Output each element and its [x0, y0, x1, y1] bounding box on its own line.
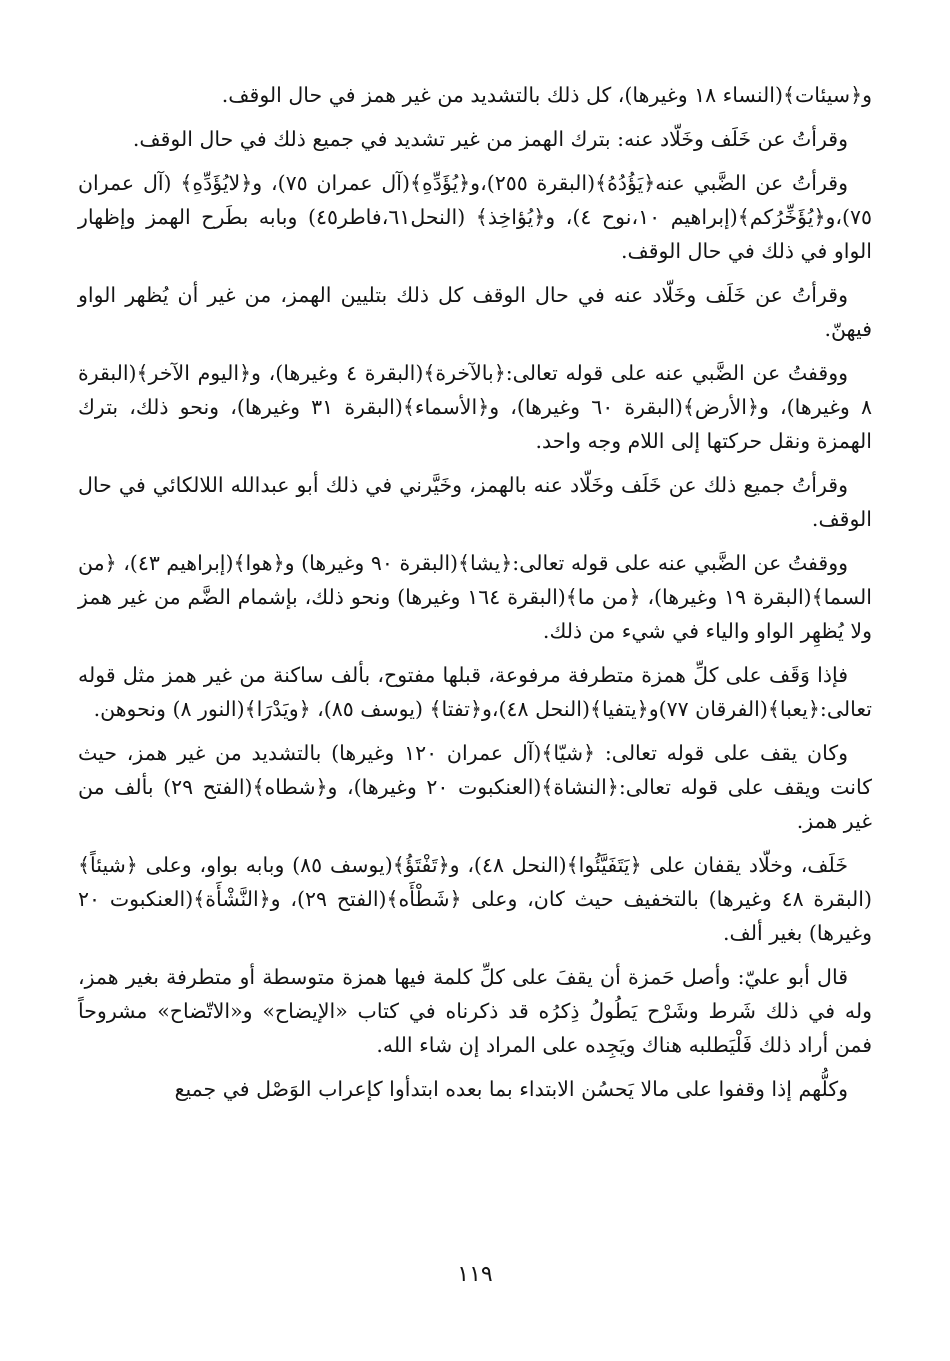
page-number: ١١٩ [457, 1262, 493, 1287]
paragraph-6: وقرأتُ جميع ذلك عن خَلَف وخَلّاد عنه بالهمز، وخَيَّرني في ذلك أبو عبدالله اللالكائي في حال الوقف. [78, 473, 872, 531]
paragraph-3: وقرأتُ عن الضَّبي عنه﴿يَؤُدُهُ﴾(البقرة ٢٥٥)،و﴿يُؤَدِّهِ﴾(آل عمران ٧٥)، و﴿لايُؤَدِّهِ﴾ (آل عمران ٧٥)،و﴿يُؤَخِّرُكم﴾(إبراهيم ١٠،نوح ٤)، و﴿يُؤاخِذ﴾ (النحل٦١،فاطر٤٥) وبابه بطَرح الهمز وإظهار الواو في ذلك في حال الوقف. [78, 171, 872, 263]
paragraph-12: وكلُّهم إذا وقفوا على مالا يَحسُن الابتداء بما بعده ابتدأوا كإعراب الوَصْل في جميع [174, 1077, 848, 1101]
paragraph-4: وقرأتُ عن خَلَف وخَلّاد عنه في حال الوقف كل ذلك بتليين الهمز، من غير أن يُظهر الواو فيهنّ. [78, 283, 872, 341]
page-body [78, 78, 872, 1116]
paragraph-9: وكان يقف على قوله تعالى: ﴿شيّا﴾(آل عمران ١٢٠ وغيرها) بالتشديد من غير همز، حيث كانت ويقف على قوله تعالى:﴿النشاة﴾(العنكبوت ٢٠ وغيرها)، و﴿شطاه﴾(الفتح ٢٩) بألف من غير همز. [78, 741, 872, 833]
paragraph-7: ووقفتُ عن الضَّبي عنه على قوله تعالى:﴿يشا﴾(البقرة ٩٠ وغيرها) و﴿هوا﴾(إبراهيم ٤٣)، ﴿من السما﴾(البقرة ١٩ وغيرها)، ﴿من ما﴾(البقرة ١٦٤ وغيرها) ونحو ذلك، بإشمام الضَّم من غير همز ولا يُظهِر الواو والياء في شيء من ذلك. [78, 551, 872, 643]
paragraph-10: خَلَف، وخلّاد يقفان على ﴿يَتَفَيَّئُوا﴾(النحل ٤٨)، و﴿تَفْتَؤُ﴾(يوسف ٨٥) وبابه بواو، وعلى ﴿شيئاً﴾(البقرة ٤٨ وغيرها) بالتخفيف حيث كان، وعلى ﴿شَطْأَه﴾(الفتح ٢٩)، و﴿النَّشْأَة﴾(العنكبوت ٢٠ وغيرها) بغير ألف. [78, 853, 872, 945]
paragraph-2: وقرأتُ عن خَلَف وخَلّاد عنه: بترك الهمز من غير تشديد في جميع ذلك في حال الوقف. [132, 127, 848, 151]
paragraph-11: قال أبو عليّ: وأصل حَمزة أن يقفَ على كلِّ كلمة فيها همزة متوسطة أو متطرفة بغير همز، وله في ذلك شَرط وشَرْح يَطُولُ ذِكرُه قد ذكرناه في كتاب «الإيضاح» و«الاتّضاح» مشروحاً فمن أراد ذلك فَلْيَطلبه هناك ويَجِده على المراد إن شاء الله. [78, 965, 872, 1057]
paragraph-8: فإذا وَقَف على كلِّ همزة متطرفة مرفوعة، قبلها مفتوح، بألف ساكنة من غير همز مثل قوله تعالى:﴿يعبا﴾(الفرقان ٧٧)و﴿يتفيا﴾(النحل ٤٨)،و﴿تفتا﴾ (يوسف ٨٥)، ﴿ويَدْرَا﴾(النور ٨) ونحوهن. [78, 663, 872, 721]
paragraph-1: و﴿سيئات﴾(النساء ١٨ وغيرها)، كل ذلك بالتشديد من غير همز في حال الوقف. [221, 83, 872, 107]
paragraph-5: ووقفتُ عن الضَّبي عنه على قوله تعالى:﴿بالآخرة﴾(البقرة ٤ وغيرها)، و﴿اليوم الآخر﴾(البقرة ٨ وغيرها)، و﴿الأرض﴾(البقرة ٦٠ وغيرها)، و﴿الأسماء﴾(البقرة ٣١ وغيرها)، ونحو ذلك، بترك الهمزة ونقل حركتها إلى اللام وجه واحد. [78, 361, 872, 453]
